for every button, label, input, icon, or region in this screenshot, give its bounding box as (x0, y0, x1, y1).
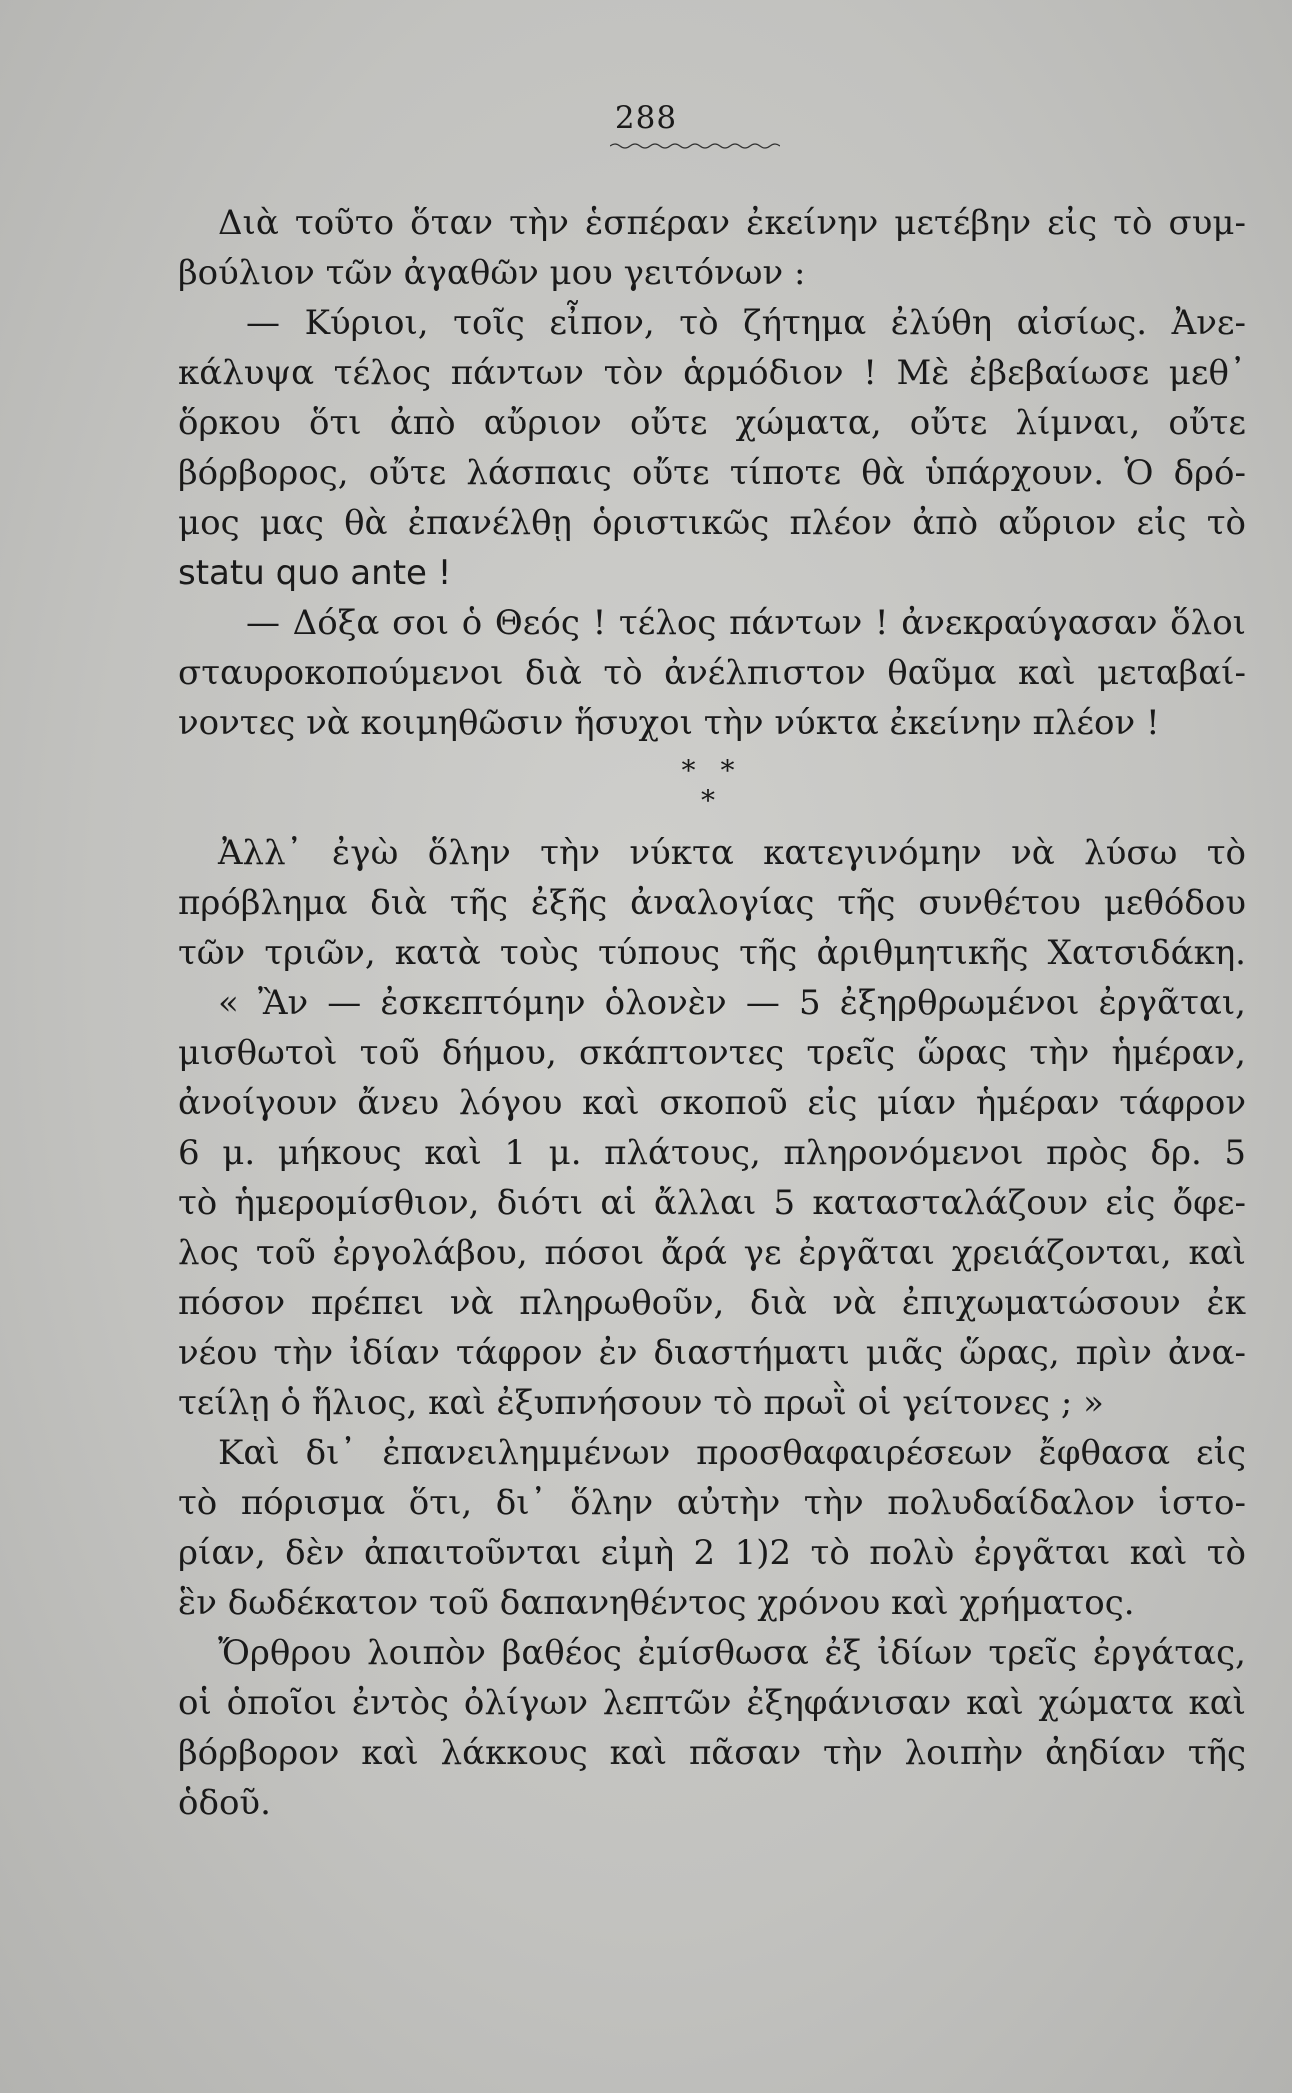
text-line: μος μας θὰ ἐπανέλθῃ ὁριστικῶς πλέον ἀπὸ αὔριον εἰς τὸ (178, 503, 1246, 543)
text-line: βόρβορος, οὔτε λάσπαις οὔτε τίποτε θὰ ὑπάρχουν. Ὁ δρό- (178, 453, 1246, 493)
text-line: τῶν τριῶν, κατὰ τοὺς τύπους τῆς ἀριθμητικῆς Χατσιδάκη. (178, 933, 1246, 973)
section-divider-asterisks: * * * (681, 754, 743, 817)
text-line: ἀνοίγουν ἄνευ λόγου καὶ σκοποῦ εἰς μίαν ἡμέραν τάφρον (178, 1083, 1246, 1123)
text-line: statu quo ante ! (178, 553, 452, 593)
text-line: κάλυψα τέλος πάντων τὸν ἁρμόδιον ! Μὲ ἐβεβαίωσε μεθ᾽ (178, 353, 1246, 393)
text-line: τὸ ἡμερομίσθιον, διότι αἱ ἄλλαι 5 κατασταλάζουν εἰς ὄφε- (178, 1183, 1246, 1223)
text-line: Ἀλλ᾽ ἐγὼ ὅλην τὴν νύκτα κατεγινόμην νὰ λύσω τὸ (218, 833, 1246, 873)
text-line: 6 μ. μήκους καὶ 1 μ. πλάτους, πληρονόμενοι πρὸς δρ. 5 (178, 1133, 1246, 1173)
text-line: ὁδοῦ. (178, 1783, 271, 1823)
page-number: 288 (614, 100, 678, 136)
text-line: Καὶ δι᾽ ἐπανειλημμένων προσθαφαιρέσεων ἔφθασα εἰς (218, 1433, 1246, 1473)
text-line: βούλιον τῶν ἀγαθῶν μου γειτόνων : (178, 253, 806, 293)
text-line: σταυροκοπούμενοι διὰ τὸ ἀνέλπιστον θαῦμα καὶ μεταβαί- (178, 653, 1246, 693)
text-line: Διὰ τοῦτο ὅταν τὴν ἑσπέραν ἐκείνην μετέβην εἰς τὸ συμ- (218, 203, 1246, 243)
text-line: ὅρκου ὅτι ἀπὸ αὔριον οὔτε χώματα, οὔτε λίμναι, οὔτε (178, 403, 1246, 443)
text-line: νοντες νὰ κοιμηθῶσιν ἥσυχοι τὴν νύκτα ἐκείνην πλέον ! (178, 703, 1160, 743)
text-line: τὸ πόρισμα ὅτι, δι᾽ ὅλην αὐτὴν τὴν πολυδαίδαλον ἱστο- (178, 1483, 1246, 1523)
text-line: ρίαν, δὲν ἀπαιτοῦνται εἰμὴ 2 1)2 τὸ πολὺ ἐργᾶται καὶ τὸ (178, 1533, 1246, 1573)
text-line: « Ἂν — ἐσκεπτόμην ὁλονὲν — 5 ἐξηρθρωμένοι ἐργᾶται, (218, 983, 1246, 1023)
text-line: βόρβορον καὶ λάκκους καὶ πᾶσαν τὴν λοιπὴν ἀηδίαν τῆς (178, 1733, 1246, 1773)
text-line: — Κύριοι, τοῖς εἶπον, τὸ ζήτημα ἐλύθη αἰσίως. Ἀνε- (246, 303, 1246, 343)
text-line: νέου τὴν ἰδίαν τάφρον ἐν διαστήματι μιᾶς ὥρας, πρὶν ἀνα- (178, 1333, 1246, 1373)
text-line: ἓν δωδέκατον τοῦ δαπανηθέντος χρόνου καὶ χρήματος. (178, 1583, 1135, 1623)
text-line: πόσον πρέπει νὰ πληρωθοῦν, διὰ νὰ ἐπιχωματώσουν ἐκ (178, 1283, 1246, 1323)
text-line: λος τοῦ ἐργολάβου, πόσοι ἄρά γε ἐργᾶται χρειάζονται, καὶ (178, 1233, 1246, 1273)
main-text (178, 198, 1246, 1828)
text-line: Ὄρθρου λοιπὸν βαθέος ἐμίσθωσα ἐξ ἰδίων τρεῖς ἐργάτας, (218, 1633, 1246, 1673)
text-line: οἱ ὁποῖοι ἐντὸς ὀλίγων λεπτῶν ἐξηφάνισαν καὶ χώματα καὶ (178, 1683, 1246, 1723)
text-line: πρόβλημα διὰ τῆς ἐξῆς ἀναλογίας τῆς συνθέτου μεθόδου (178, 883, 1246, 923)
text-line: μισθωτοὶ τοῦ δήμου, σκάπτοντες τρεῖς ὥρας τὴν ἡμέραν, (178, 1033, 1246, 1073)
text-line: — Δόξα σοι ὁ Θεός ! τέλος πάντων ! ἀνεκραύγασαν ὅλοι (246, 603, 1246, 643)
text-line: τείλῃ ὁ ἥλιος, καὶ ἐξυπνήσουν τὸ πρωῒ οἱ γείτονες ; » (178, 1383, 1104, 1423)
page-number-ornament (610, 142, 780, 150)
